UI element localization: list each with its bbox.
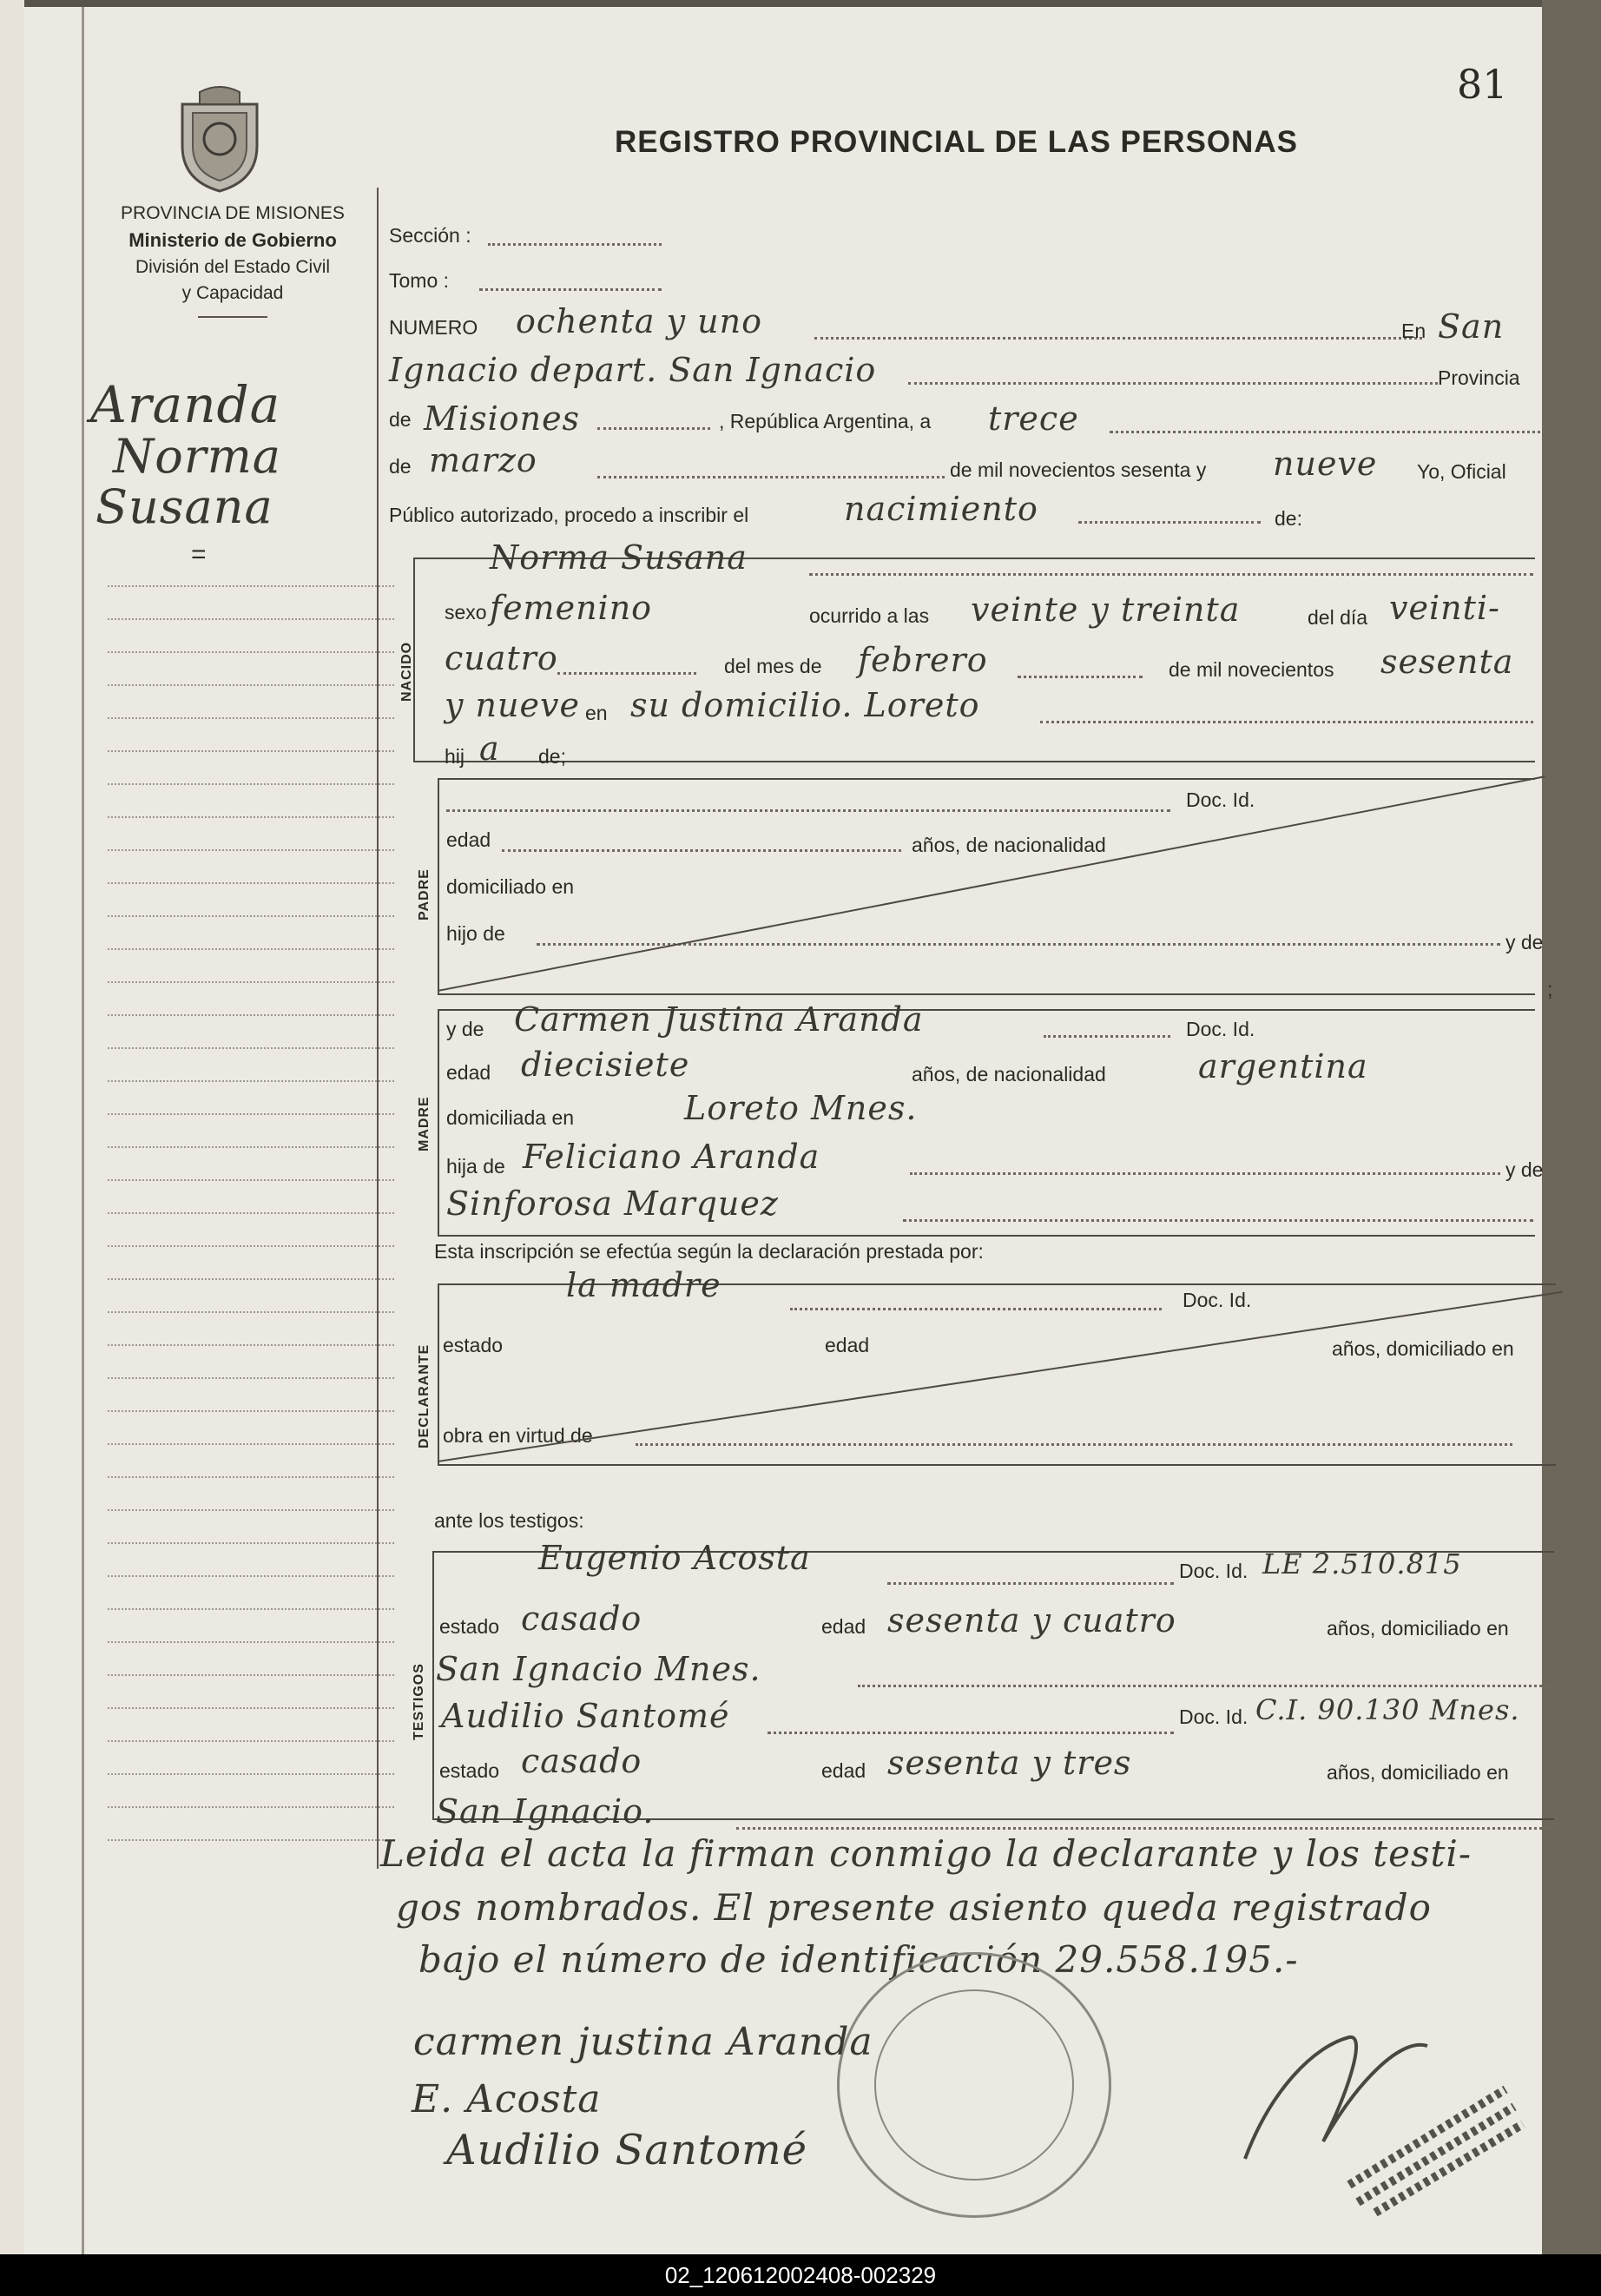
madre-father-line <box>910 1172 1500 1175</box>
nacido-name-line <box>809 573 1533 576</box>
testigo-1-domicilio-value: San Ignacio Mnes. <box>436 1650 761 1688</box>
de-month-label: de <box>389 455 412 478</box>
provincia-label: Provincia <box>1438 366 1520 389</box>
testigo-1-domicilio-label: años, domiciliado en <box>1327 1617 1509 1640</box>
division-label-2: y Capacidad <box>181 283 284 303</box>
mes-label: del mes de <box>724 655 822 677</box>
testigos-label: ante los testigos: <box>434 1509 584 1532</box>
oficial-label: Yo, Oficial <box>1417 460 1506 483</box>
nacido-year-value: sesenta <box>1380 643 1514 681</box>
declarante-edad-label: edad <box>825 1334 870 1356</box>
madre-edad-label: edad <box>446 1061 491 1084</box>
en-label: En <box>1401 320 1426 342</box>
nacido-en-label: en <box>585 702 608 724</box>
testigo-1-name-line <box>887 1582 1174 1585</box>
testigo-1-doc-value: LE 2.510.815 <box>1262 1547 1462 1580</box>
numero-line <box>814 337 1422 340</box>
declarante-obra-label: obra en virtud de <box>443 1424 593 1447</box>
sexo-value: femenino <box>490 589 653 627</box>
madre-y-de-label-2: y de <box>1505 1158 1544 1181</box>
nacido-day-line <box>557 672 696 675</box>
madre-mother-value: Sinforosa Marquez <box>446 1184 779 1223</box>
numero-value: ochenta y uno <box>516 302 762 340</box>
de-colon-label: de: <box>1275 507 1302 530</box>
declarante-domiciliado-label: años, domiciliado en <box>1332 1337 1514 1360</box>
page-number: 81 <box>1457 61 1508 108</box>
place-line <box>908 382 1438 385</box>
sexo-label: sexo <box>445 601 487 623</box>
nacido-year-value-2: y nueve <box>445 686 580 724</box>
padre-domiciliado-label: domiciliado en <box>446 875 575 898</box>
madre-edad-value: diecisiete <box>521 1046 690 1084</box>
margin-second-name: Susana <box>96 479 273 534</box>
madre-doc-label: Doc. Id. <box>1186 1018 1255 1040</box>
padre-edad-label: edad <box>446 828 491 851</box>
declarante-box <box>438 1283 1556 1466</box>
nacido-day-value: veinti- <box>1389 589 1500 627</box>
act-value: nacimiento <box>844 490 1038 528</box>
publico-label: Público autorizado, procedo a inscribir el <box>389 504 749 526</box>
month-line <box>597 476 945 478</box>
de-label: de <box>389 408 412 431</box>
year-value: nueve <box>1273 445 1378 483</box>
testigo-2-domicilio-line <box>736 1827 1552 1830</box>
padre-nacionalidad-label: años, de nacionalidad <box>912 834 1106 856</box>
closing-line-1: Leida el acta la firman conmigo la declarante y los testi- <box>380 1832 1473 1875</box>
declarante-estado-label: estado <box>443 1334 504 1356</box>
declarante-obra-line <box>636 1443 1512 1446</box>
madre-domiciliada-label: domiciliada en <box>446 1106 575 1129</box>
nacido-name-value: Norma Susana <box>490 538 748 577</box>
declaracion-label: Esta inscripción se efectúa según la declaración prestada por: <box>434 1240 984 1263</box>
column-separator <box>377 188 379 1869</box>
padre-y-de-label: y de <box>1505 931 1544 953</box>
nacido-month-line <box>1018 676 1143 678</box>
seccion-label: Sección : <box>389 224 471 247</box>
hij-label: hij <box>445 745 465 768</box>
en-value: San <box>1438 307 1505 346</box>
seccion-line <box>488 243 662 246</box>
tomo-label: Tomo : <box>389 269 450 292</box>
testigo-2-name-line <box>768 1732 1174 1734</box>
padre-doc-label: Doc. Id. <box>1186 788 1255 811</box>
padre-name-line <box>446 809 1170 812</box>
nacido-place-value: su domicilio. Loreto <box>630 686 980 724</box>
signature-mother: carmen justina Aranda <box>413 2020 873 2064</box>
madre-nacionalidad-label: años, de nacionalidad <box>912 1063 1106 1085</box>
nacido-year-label: de mil novecientos <box>1169 658 1334 681</box>
declarante-name-value: la madre <box>566 1266 721 1304</box>
testigo-2-name: Audilio Santomé <box>441 1697 730 1735</box>
coat-of-arms-icon <box>174 85 266 195</box>
testigo-1-doc-label: Doc. Id. <box>1179 1560 1249 1582</box>
testigo-1-estado-value: casado <box>521 1600 642 1638</box>
padre-edad-line <box>502 849 901 852</box>
province-line <box>597 427 710 430</box>
nacido-month-value: febrero <box>858 641 988 679</box>
testigo-2-edad-value: sesenta y tres <box>887 1744 1132 1782</box>
testigo-2-edad-label: edad <box>821 1759 866 1782</box>
signature-witness-1: E. Acosta <box>412 2077 602 2121</box>
madre-hija-label: hija de <box>446 1155 505 1178</box>
act-line <box>1078 521 1261 524</box>
document-page <box>24 7 1553 2254</box>
province-value: Misiones <box>424 399 581 438</box>
madre-y-de-label: y de <box>446 1018 484 1040</box>
testigo-1-domicilio-line <box>858 1685 1552 1687</box>
madre-father-value: Feliciano Aranda <box>523 1138 820 1176</box>
testigo-2-estado-value: casado <box>521 1742 642 1780</box>
signature-witness-2: Audilio Santomé <box>446 2126 808 2174</box>
division-label: División del Estado Civil <box>135 257 331 277</box>
padre-semicolon: ; <box>1547 978 1553 1000</box>
del-dia-label: del día <box>1308 606 1368 629</box>
hij-de-label: de; <box>538 745 566 768</box>
testigo-2-doc-value: C.I. 90.130 Mnes. <box>1255 1693 1520 1726</box>
nacido-section-label: NACIDO <box>399 641 414 702</box>
padre-section-label: PADRE <box>417 868 432 920</box>
ocurrido-label: ocurrido a las <box>809 604 930 627</box>
right-background <box>1542 0 1601 2254</box>
month-value: marzo <box>429 441 537 479</box>
hij-value: a <box>479 729 500 768</box>
spine-line <box>82 7 84 2254</box>
testigo-2-domicilio-label: años, domiciliado en <box>1327 1761 1509 1784</box>
numero-label: NUMERO <box>389 316 478 339</box>
nacido-day-value-2: cuatro <box>445 639 558 677</box>
madre-domicilio-value: Loreto Mnes. <box>684 1089 918 1127</box>
day-value: trece <box>988 399 1079 438</box>
day-line <box>1110 431 1552 433</box>
place-value: Ignacio depart. San Ignacio <box>389 351 877 389</box>
margin-mark: = <box>191 540 207 569</box>
divider <box>198 316 267 318</box>
testigo-2-domicilio-value: San Ignacio. <box>436 1792 655 1831</box>
madre-mother-line <box>903 1219 1533 1222</box>
testigo-1-estado-label: estado <box>439 1615 500 1638</box>
year-label: de mil novecientos sesenta y <box>950 459 1207 481</box>
ministry-label: Ministerio de Gobierno <box>128 229 337 251</box>
nacido-place-line <box>1040 721 1533 723</box>
hour-value: veinte y treinta <box>971 590 1241 629</box>
margin-surname: Aranda <box>90 375 281 434</box>
declarante-section-label: DECLARANTE <box>417 1343 432 1448</box>
margin-first-name: Norma <box>113 429 281 484</box>
madre-name-value: Carmen Justina Aranda <box>514 1000 924 1039</box>
testigo-2-estado-label: estado <box>439 1759 500 1782</box>
republica-label: , República Argentina, a <box>719 410 932 432</box>
testigo-2-doc-label: Doc. Id. <box>1179 1706 1249 1728</box>
register-title: REGISTRO PROVINCIAL DE LAS PERSONAS <box>615 125 1298 159</box>
testigo-1-edad-value: sesenta y cuatro <box>887 1601 1176 1640</box>
testigos-section-label: TESTIGOS <box>412 1663 426 1740</box>
testigo-1-edad-label: edad <box>821 1615 866 1638</box>
madre-nacionalidad-value: argentina <box>1198 1047 1368 1085</box>
closing-line-3: bajo el número de identificación 29.558.195.- <box>418 1938 1299 1981</box>
image-id-footer: 02_120612002408-002329 <box>0 2254 1601 2296</box>
padre-hijo-label: hijo de <box>446 922 505 945</box>
testigo-1-name: Eugenio Acosta <box>538 1539 811 1577</box>
tomo-line <box>479 288 662 291</box>
closing-line-2: gos nombrados. El presente asiento queda registrado <box>396 1886 1432 1929</box>
madre-section-label: MADRE <box>417 1096 432 1151</box>
left-page-edge <box>0 0 24 2254</box>
registrar-stamp-signature <box>1219 1985 1532 2220</box>
madre-name-line <box>1044 1035 1170 1038</box>
declarante-doc-label: Doc. Id. <box>1183 1289 1252 1311</box>
declarante-name-line <box>790 1308 1162 1310</box>
province-label: PROVINCIA DE MISIONES <box>121 203 345 223</box>
official-seal-stamp <box>837 1952 1111 2218</box>
